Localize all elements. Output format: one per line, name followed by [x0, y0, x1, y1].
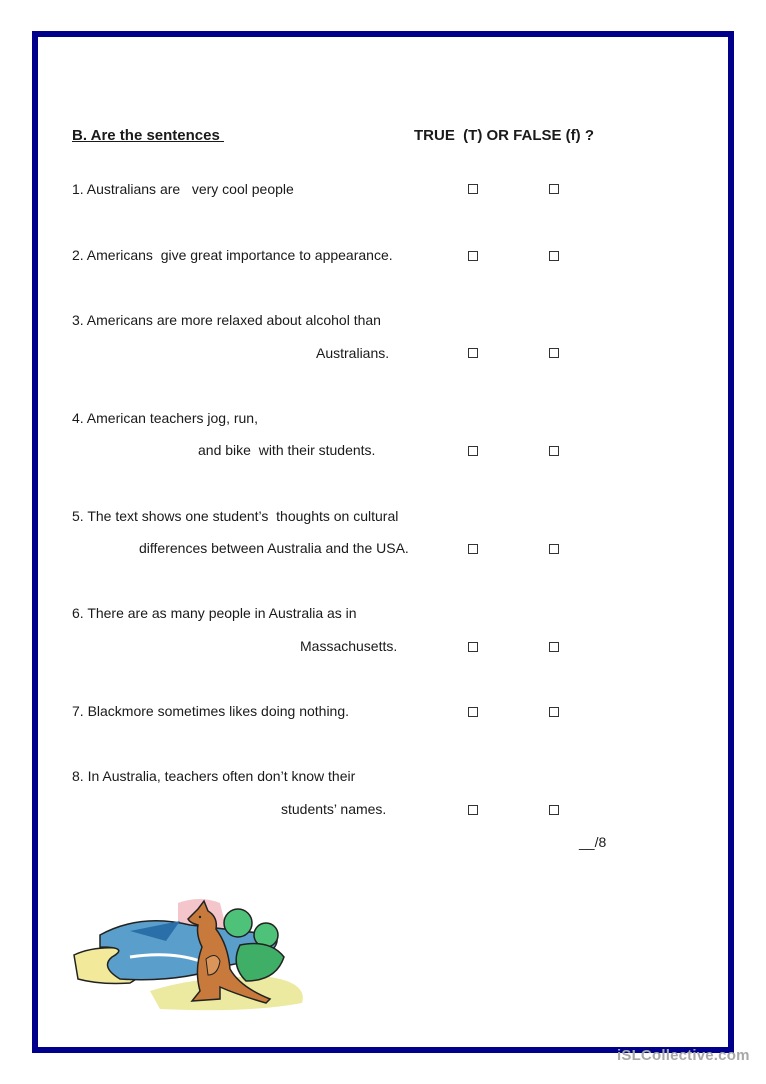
question-5-text-line-1: 5. The text shows one student’s thoughts on cultural [72, 508, 399, 524]
question-5-false-checkbox[interactable] [549, 544, 559, 554]
section-heading: B. Are the sentences [72, 127, 224, 144]
question-1-true-checkbox[interactable] [468, 184, 478, 194]
question-2-text: 2. Americans give great importance to appearance. [72, 247, 393, 263]
question-6-false-checkbox[interactable] [549, 642, 559, 652]
true-false-heading: TRUE (T) OR FALSE (f) ? [414, 127, 594, 144]
question-6-text-line-1: 6. There are as many people in Australia as in [72, 605, 357, 621]
score-total: __/8 [579, 834, 607, 850]
question-3-false-checkbox[interactable] [549, 348, 559, 358]
question-1-false-checkbox[interactable] [549, 184, 559, 194]
question-8-text-line-2: students’ names. [281, 801, 387, 817]
question-7-false-checkbox[interactable] [549, 707, 559, 717]
question-8-false-checkbox[interactable] [549, 805, 559, 815]
question-8-text-line-1: 8. In Australia, teachers often don’t know their [72, 768, 356, 784]
question-5-text-line-2: differences between Australia and the USA. [139, 540, 409, 556]
question-7-text: 7. Blackmore sometimes likes doing nothing. [72, 703, 350, 719]
question-4-text-line-1: 4. American teachers jog, run, [72, 410, 258, 426]
question-7-true-checkbox[interactable] [468, 707, 478, 717]
watermark: iSLCollective.com [617, 1047, 750, 1064]
question-3-true-checkbox[interactable] [468, 348, 478, 358]
question-2-true-checkbox[interactable] [468, 251, 478, 261]
question-4-text-line-2: and bike with their students. [198, 442, 376, 458]
question-3-text-line-2: Australians. [316, 345, 390, 361]
question-4-true-checkbox[interactable] [468, 446, 478, 456]
question-1-text: 1. Australians are very cool people [72, 181, 294, 197]
question-6-text-line-2: Massachusetts. [300, 638, 398, 654]
question-8-true-checkbox[interactable] [468, 805, 478, 815]
kangaroo-clipart-icon [70, 895, 310, 1015]
question-2-false-checkbox[interactable] [549, 251, 559, 261]
question-3-text-line-1: 3. Americans are more relaxed about alcohol than [72, 312, 381, 328]
question-5-true-checkbox[interactable] [468, 544, 478, 554]
question-4-false-checkbox[interactable] [549, 446, 559, 456]
question-6-true-checkbox[interactable] [468, 642, 478, 652]
